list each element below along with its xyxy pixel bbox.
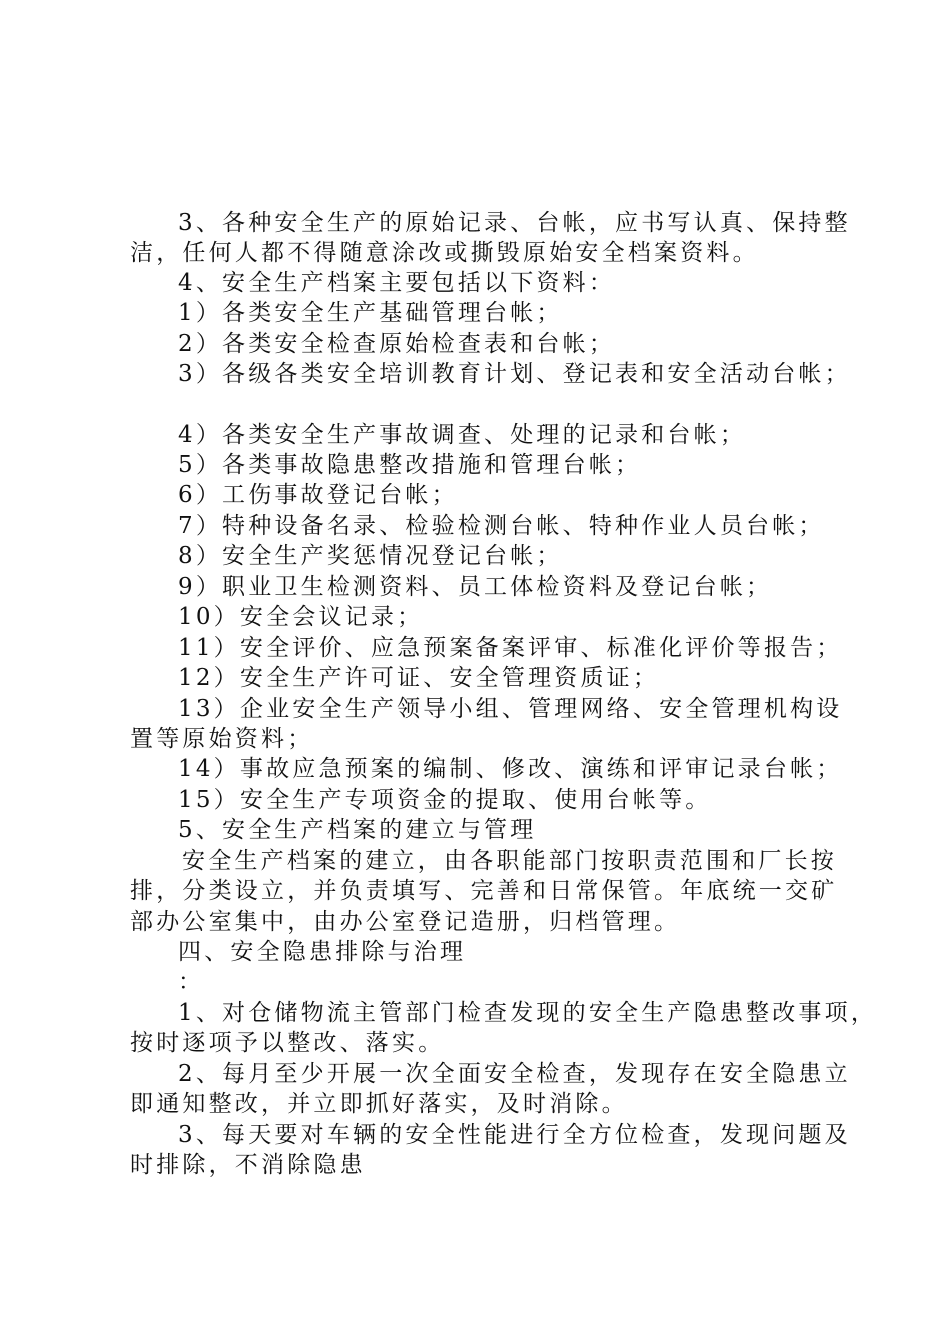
paragraph-line: 时排除，不消除隐患 — [130, 1152, 366, 1178]
list-item: 6）工伤事故登记台帐； — [178, 482, 458, 508]
paragraph-line: 3、每天要对车辆的安全性能进行全方位检查，发现问题及 — [178, 1122, 851, 1148]
paragraph-line: 2、每月至少开展一次全面安全检查，发现存在安全隐患立 — [178, 1061, 851, 1087]
paragraph-line: 1、对仓储物流主管部门检查发现的安全生产隐患整改事项， — [178, 1000, 878, 1026]
list-item: 2）各类安全检查原始检查表和台帐； — [178, 331, 616, 357]
list-item: 14）事故应急预案的编制、修改、演练和评审记录台帐； — [178, 756, 843, 782]
list-item: 3）各级各类安全培训教育计划、登记表和安全活动台帐； — [178, 361, 851, 387]
list-item: 9）职业卫生检测资料、员工体检资料及登记台帐； — [178, 574, 773, 600]
section-heading: 5、安全生产档案的建立与管理 — [178, 817, 537, 843]
list-item: 4）各类安全生产事故调查、处理的记录和台帐； — [178, 422, 747, 448]
paragraph-line: ： — [178, 969, 205, 995]
paragraph-line: 即通知整改，并立即抓好落实，及时消除。 — [130, 1091, 628, 1117]
list-item: 15）安全生产专项资金的提取、使用台帐等。 — [178, 787, 712, 813]
list-item: 5）各类事故隐患整改措施和管理台帐； — [178, 452, 642, 478]
list-item: 10）安全会议记录； — [178, 604, 424, 630]
paragraph-line: 3、各种安全生产的原始记录、台帐，应书写认真、保持整 — [178, 210, 851, 236]
paragraph-line: 按时逐项予以整改、落实。 — [130, 1030, 445, 1056]
paragraph-line: 4、安全生产档案主要包括以下资料： — [178, 270, 616, 296]
list-item: 11）安全评价、应急预案备案评审、标准化评价等报告； — [178, 635, 843, 661]
list-item: 1）各类安全生产基础管理台帐； — [178, 300, 563, 326]
paragraph-line: 安全生产档案的建立，由各职能部门按职责范围和厂长按 — [182, 848, 837, 874]
list-item: 12）安全生产许可证、安全管理资质证； — [178, 665, 660, 691]
list-item: 8）安全生产奖惩情况登记台帐； — [178, 543, 563, 569]
paragraph-line: 部办公室集中，由办公室登记造册，归档管理。 — [130, 909, 681, 935]
section-heading: 四、安全隐患排除与治理 — [178, 939, 467, 965]
list-item-continuation: 置等原始资料； — [130, 726, 314, 752]
list-item: 7）特种设备名录、检验检测台帐、特种作业人员台帐； — [178, 513, 825, 539]
paragraph-line: 排，分类设立，并负责填写、完善和日常保管。年底统一交矿 — [130, 878, 838, 904]
paragraph-line: 洁，任何人都不得随意涂改或撕毁原始安全档案资料。 — [130, 240, 759, 266]
list-item: 13）企业安全生产领导小组、管理网络、安全管理机构设 — [178, 696, 843, 722]
